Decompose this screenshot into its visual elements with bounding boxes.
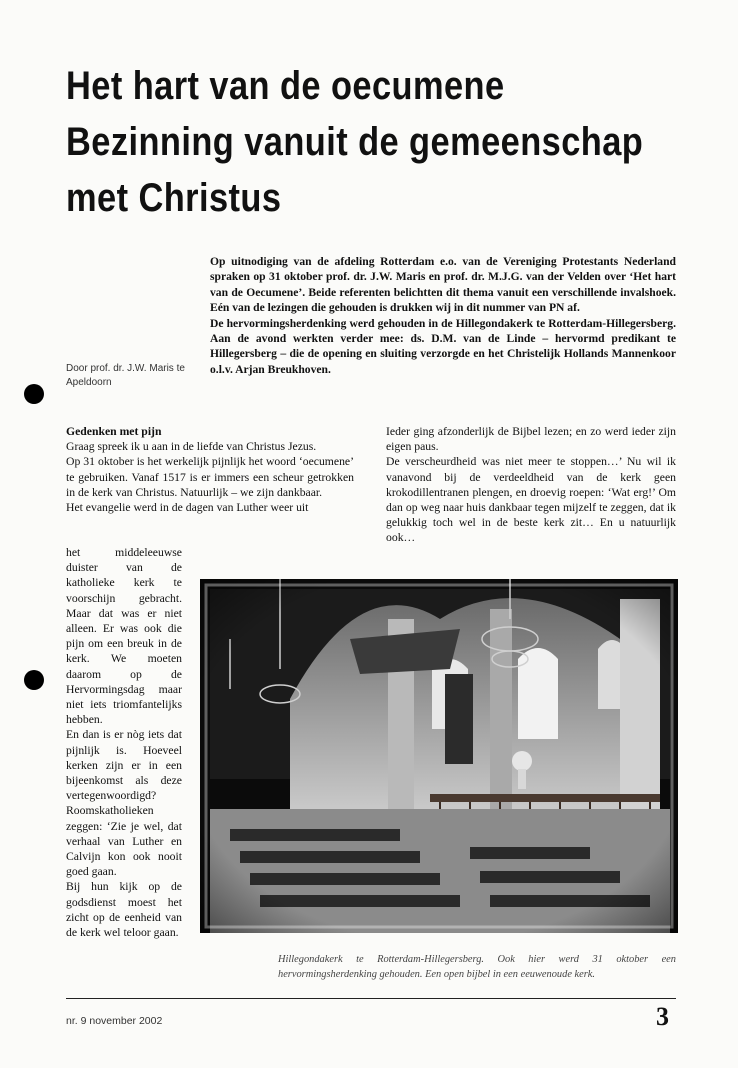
- body-paragraph: Ieder ging afzonderlijk de Bijbel lezen; en zo werd ieder zijn eigen paus.: [386, 425, 676, 454]
- intro-paragraph-2: De hervormingsherdenking werd gehouden in de Hillegondakerk te Rotterdam-Hillegersberg. Aan de avond werkten verder mee: ds. D.M. van de Linde – hervormd predikant te Hillegersberg – die de opening en sluiting verzorgde en het Christelijk Hollands Mannenkoor o.l.v. Arjan Breukhoven.: [210, 316, 676, 376]
- body-paragraph: En dan is er nòg iets dat pijnlijk is. Hoeveel kerken zijn er in een bijeenkomst als deze vertegenwoordigd? Roomskatholieken zeggen: ‘Zie je wel, dat verhaal van Luther en Calvijn kon ook nooit goed gaan.: [66, 728, 182, 879]
- binder-hole: [24, 384, 44, 404]
- left-column: [66, 424, 354, 515]
- body-paragraph: het middeleeuwse duister van de katholieke kerk te voorschijn gebracht. Maar dat was er niet alleen. Er was ook die pijn om een breuk in de kerk. We moeten daarom op de Hervormingsdag maar niet iets triomfantelijks hebben.: [66, 546, 182, 727]
- intro-paragraph-1: Op uitnodiging van de afdeling Rotterdam e.o. van de Vereniging Protestants Nederland spraken op 31 oktober prof. dr. J.W. Maris en prof. dr. M.J.G. van der Velden over ‘Het hart van de Oecumene’. Beide referenten belichtten dit thema vanuit een verschillende invalshoek. Eén van de lezingen die gehouden is drukken wij in dit nummer van PN af.: [210, 255, 676, 315]
- binder-hole: [24, 670, 44, 690]
- author-byline: Door prof. dr. J.W. Maris te Apeldoorn: [66, 363, 185, 388]
- page-number: 3: [656, 1002, 669, 1031]
- body-paragraph: Het evangelie werd in de dagen van Luther weer uit: [66, 501, 309, 515]
- title-line-1: Het hart van de oecumene: [66, 64, 505, 108]
- section-heading: Gedenken met pijn: [66, 425, 162, 438]
- issue-label: nr. 9 november 2002: [66, 1015, 163, 1027]
- body-paragraph: Op 31 oktober is het werkelijk pijnlijk het woord ‘oecumene’ te gebruiken. Vanaf 1517 is er immers een scheur getrokken in de kerk van Christus. Natuurlijk – we zijn dankbaar.: [66, 455, 354, 499]
- left-narrow-column: [66, 545, 182, 940]
- title-line-2: Bezinning vanuit de gemeenschap: [66, 120, 644, 164]
- article-intro: [210, 254, 676, 377]
- body-paragraph: Graag spreek ik u aan in de liefde van Christus Jezus.: [66, 440, 317, 454]
- title-line-3: met Christus: [66, 176, 282, 220]
- body-paragraph: De verscheurdheid was niet meer te stoppen…’ Nu wil ik vanavond bij de verdeeldheid van de kerk geen krokodillentranen plengen, en droevig roepen: ‘Wat erg!’ Om dan op weg naar huis dankbaar tegen mijzelf te zeggen, dat ik gelukkig toch wel in de beste kerk zit… En u natuurlijk ook…: [386, 455, 676, 545]
- body-paragraph: Bij hun kijk op de godsdienst moest het zicht op de eenheid van de kerk wel teloor gaan.: [66, 880, 182, 940]
- footer-rule: [66, 998, 676, 999]
- right-column: [386, 424, 676, 546]
- church-interior-photo: [200, 579, 678, 933]
- photo-caption: Hillegondakerk te Rotterdam-Hillegersberg. Ook hier werd 31 oktober een hervormingsherdenking gehouden. Een open bijbel in een eeuwenoude kerk.: [278, 954, 676, 980]
- article-title: [66, 58, 644, 226]
